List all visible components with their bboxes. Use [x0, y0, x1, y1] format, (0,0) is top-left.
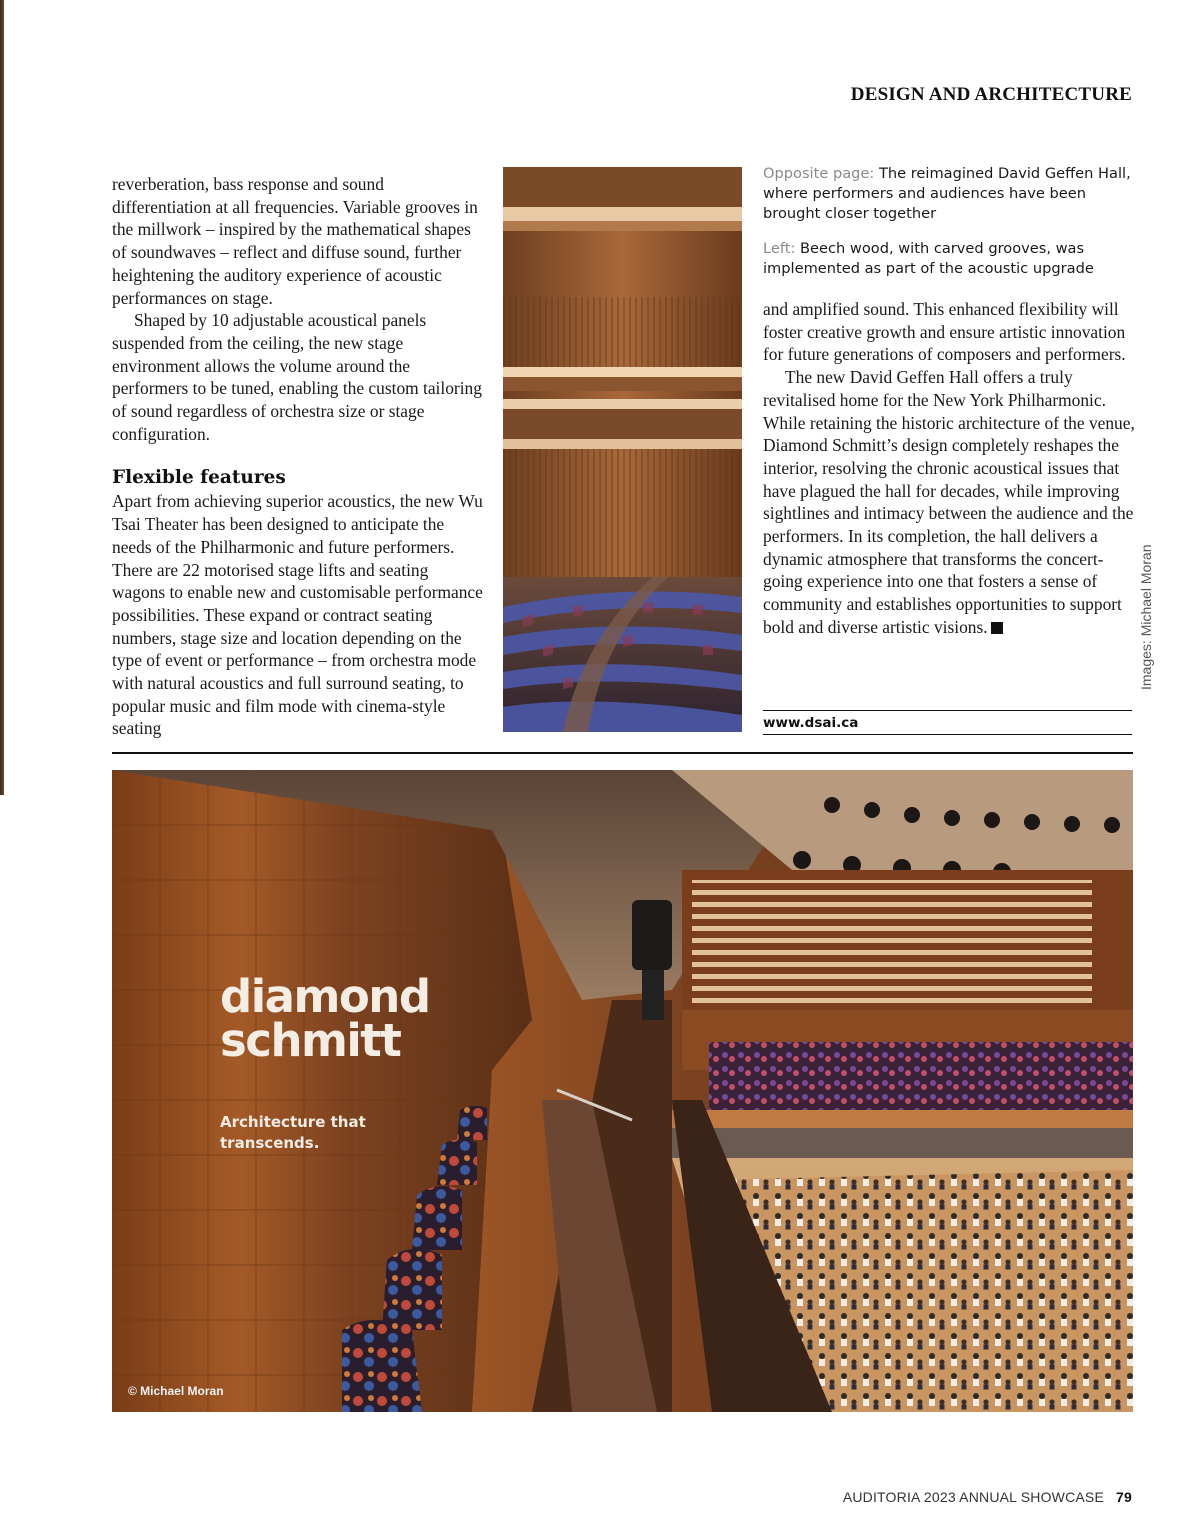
- concert-hall-illustration: [112, 770, 1133, 1412]
- subheading-flexible-features: Flexible features: [112, 467, 286, 489]
- caption-label: Left:: [763, 240, 796, 257]
- brand-line-2: schmitt: [220, 1014, 401, 1067]
- right-paragraph-2-wrap: [763, 366, 1135, 638]
- image-credit: Images: Michael Moran: [1138, 544, 1154, 690]
- brand-line-1: diamond: [220, 970, 430, 1023]
- publication-name: AUDITORIA 2023 ANNUAL SHOWCASE: [842, 1489, 1105, 1505]
- advert-photo-credit: © Michael Moran: [128, 1384, 224, 1398]
- page-number: 79: [1116, 1489, 1132, 1505]
- right-paragraph-2: The new David Geffen Hall offers a truly revitalised home for the New York Philharmonic. While retaining the historic architecture of the venue, Diamond Schmitt’s design completely reshapes the interior, resolving the chronic acoustical issues that have plagued the hall for decades, while improving sightlines and intimacy between the audience and the performers. In its completion, the hall delivers a dynamic atmosphere that transforms the concert-going experience into one that fosters a sense of community and establishes opportunities to support bold and diverse artistic visions.: [763, 367, 1135, 637]
- diamond-schmitt-logo: [220, 970, 430, 1067]
- hall-interior-photo: [503, 167, 742, 732]
- caption-text: Beech wood, with carved grooves, was implemented as part of the acoustic upgrade: [763, 240, 1094, 277]
- caption-label: Opposite page:: [763, 165, 875, 182]
- page-binding-edge: [0, 0, 4, 795]
- right-body: [763, 298, 1135, 639]
- dsai-website-link[interactable]: www.dsai.ca: [763, 715, 859, 731]
- left-paragraph-2: Shaped by 10 adjustable acoustical panels suspended from the ceiling, the new stage environment allows the volume around the performers to be tuned, enabling the custom tailoring of sound regardless of orchestra size or stage configuration.: [112, 310, 482, 444]
- right-paragraph-1: and amplified sound. This enhanced flexibility will foster creative growth and ensure artistic innovation for future generations of composers and performers.: [763, 299, 1126, 365]
- hall-interior-illustration: [503, 167, 742, 732]
- left-paragraph-1: reverberation, bass response and sound differentiation at all frequencies. Variable grooves in the millwork – inspired by the mathematical shapes of soundwaves – reflect and diffuse sound, further heightening the auditory experience of acoustic performances on stage.: [112, 174, 478, 308]
- end-of-article-mark: [991, 622, 1003, 634]
- diamond-schmitt-advert[interactable]: [112, 770, 1133, 1412]
- caption-text: The reimagined David Geffen Hall, where performers and audiences have been brought closer together: [763, 165, 1131, 222]
- page-footer: [843, 1489, 1132, 1505]
- left-column: [112, 173, 484, 740]
- section-header: DESIGN AND ARCHITECTURE: [850, 84, 1132, 105]
- left-paragraph-3: Apart from achieving superior acoustics, the new Wu Tsai Theater has been designed to anticipate the needs of the Philharmonic and future performers. There are 22 motorised stage lifts and seating wagons to enable new and customisable performance possibilities. These expand or contract seating numbers, stage size and location depending on the type of event or performance – from orchestra mode with natural acoustics and full surround seating, to popular music and film mode with cinema-style seating: [112, 491, 483, 739]
- section-divider: [112, 752, 1133, 754]
- weblink-row: [763, 710, 1132, 735]
- right-column: [763, 164, 1135, 639]
- advert-tagline: Architecture that transcends.: [220, 1113, 366, 1152]
- caption-opposite-page: [763, 164, 1135, 224]
- caption-left: [763, 239, 1135, 279]
